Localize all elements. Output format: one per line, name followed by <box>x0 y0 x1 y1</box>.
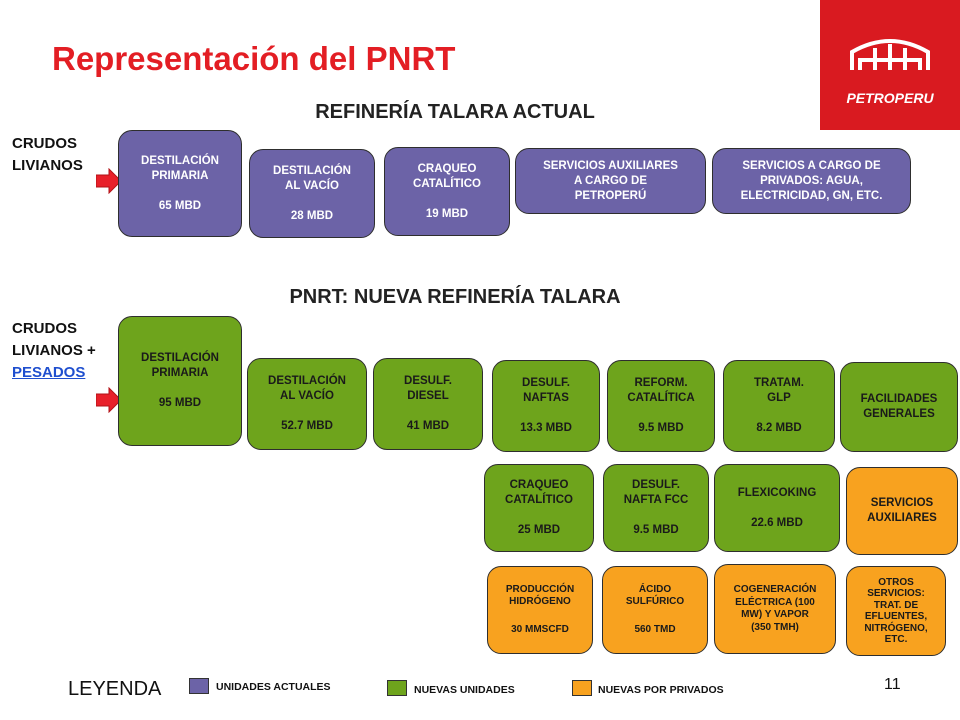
unit-acido-sulfurico: ÁCIDO SULFÚRICO 560 TMD <box>602 566 708 654</box>
logo-emblem-icon <box>820 0 960 85</box>
section-title-actual: REFINERÍA TALARA ACTUAL <box>315 101 595 123</box>
unit-desulf-naftas: DESULF. NAFTAS 13.3 MBD <box>492 360 600 452</box>
legend-label-actuales: UNIDADES ACTUALES <box>216 681 331 693</box>
unit-reform-catalitica: REFORM. CATALÍTICA 9.5 MBD <box>607 360 715 452</box>
unit-produccion-hidrogeno: PRODUCCIÓN HIDRÓGENO 30 MMSCFD <box>487 566 593 654</box>
unit-craqueo-nueva: CRAQUEO CATALÍTICO 25 MBD <box>484 464 594 552</box>
unit-servicios-auxiliares-nueva: SERVICIOS AUXILIARES <box>846 467 958 555</box>
crudos-nueva-label <box>12 318 96 384</box>
crudos-actual-label <box>12 133 83 177</box>
unit-craqueo-actual: CRAQUEO CATALÍTICO 19 MBD <box>384 147 510 236</box>
unit-tratam-glp: TRATAM. GLP 8.2 MBD <box>723 360 835 452</box>
petroperu-logo <box>820 0 960 130</box>
unit-flexicoking: FLEXICOKING 22.6 MBD <box>714 464 840 552</box>
unit-servicios-privados-actual: SERVICIOS A CARGO DE PRIVADOS: AGUA, ELECTRICIDAD, GN, ETC. <box>712 148 911 214</box>
unit-destilacion-vacio-nueva: DESTILACIÓN AL VACÍO 52.7 MBD <box>247 358 367 450</box>
section-title-nueva: PNRT: NUEVA REFINERÍA TALARA <box>289 286 621 308</box>
unit-destilacion-vacio-actual: DESTILACIÓN AL VACÍO 28 MBD <box>249 149 375 238</box>
legend-title: LEYENDA <box>68 678 162 700</box>
unit-otros-servicios: OTROS SERVICIOS: TRAT. DE EFLUENTES, NITRÓGENO, ETC. <box>846 566 946 656</box>
unit-facilidades-generales: FACILIDADES GENERALES <box>840 362 958 452</box>
logo-text: PETROPERU <box>846 90 934 106</box>
page-number: 11 <box>884 676 901 693</box>
legend-swatch-actuales <box>189 678 209 694</box>
unit-desulf-diesel: DESULF. DIESEL 41 MBD <box>373 358 483 450</box>
crudos-line: CRUDOS <box>12 135 78 152</box>
legend-label-nuevas: NUEVAS UNIDADES <box>414 684 515 696</box>
unit-destilacion-primaria-actual: DESTILACIÓN PRIMARIA 65 MBD <box>118 130 242 237</box>
unit-destilacion-primaria-nueva: DESTILACIÓN PRIMARIA 95 MBD <box>118 316 242 446</box>
legend-label-privados: NUEVAS POR PRIVADOS <box>598 684 724 696</box>
unit-servicios-auxiliares-actual: SERVICIOS AUXILIARES A CARGO DE PETROPERÚ <box>515 148 706 214</box>
crudos-line: CRUDOS <box>12 320 78 337</box>
legend-swatch-privados <box>572 680 592 696</box>
page-title: Representación del PNRT <box>52 40 456 77</box>
unit-cogeneracion: COGENERACIÓN ELÉCTRICA (100 MW) Y VAPOR (350 TMH) <box>714 564 836 654</box>
pesados-link[interactable]: PESADOS <box>12 364 86 381</box>
legend-swatch-nuevas <box>387 680 407 696</box>
crudos-line: LIVIANOS <box>12 157 83 174</box>
unit-desulf-nafta-fcc: DESULF. NAFTA FCC 9.5 MBD <box>603 464 709 552</box>
crudos-line: LIVIANOS + <box>12 342 96 359</box>
